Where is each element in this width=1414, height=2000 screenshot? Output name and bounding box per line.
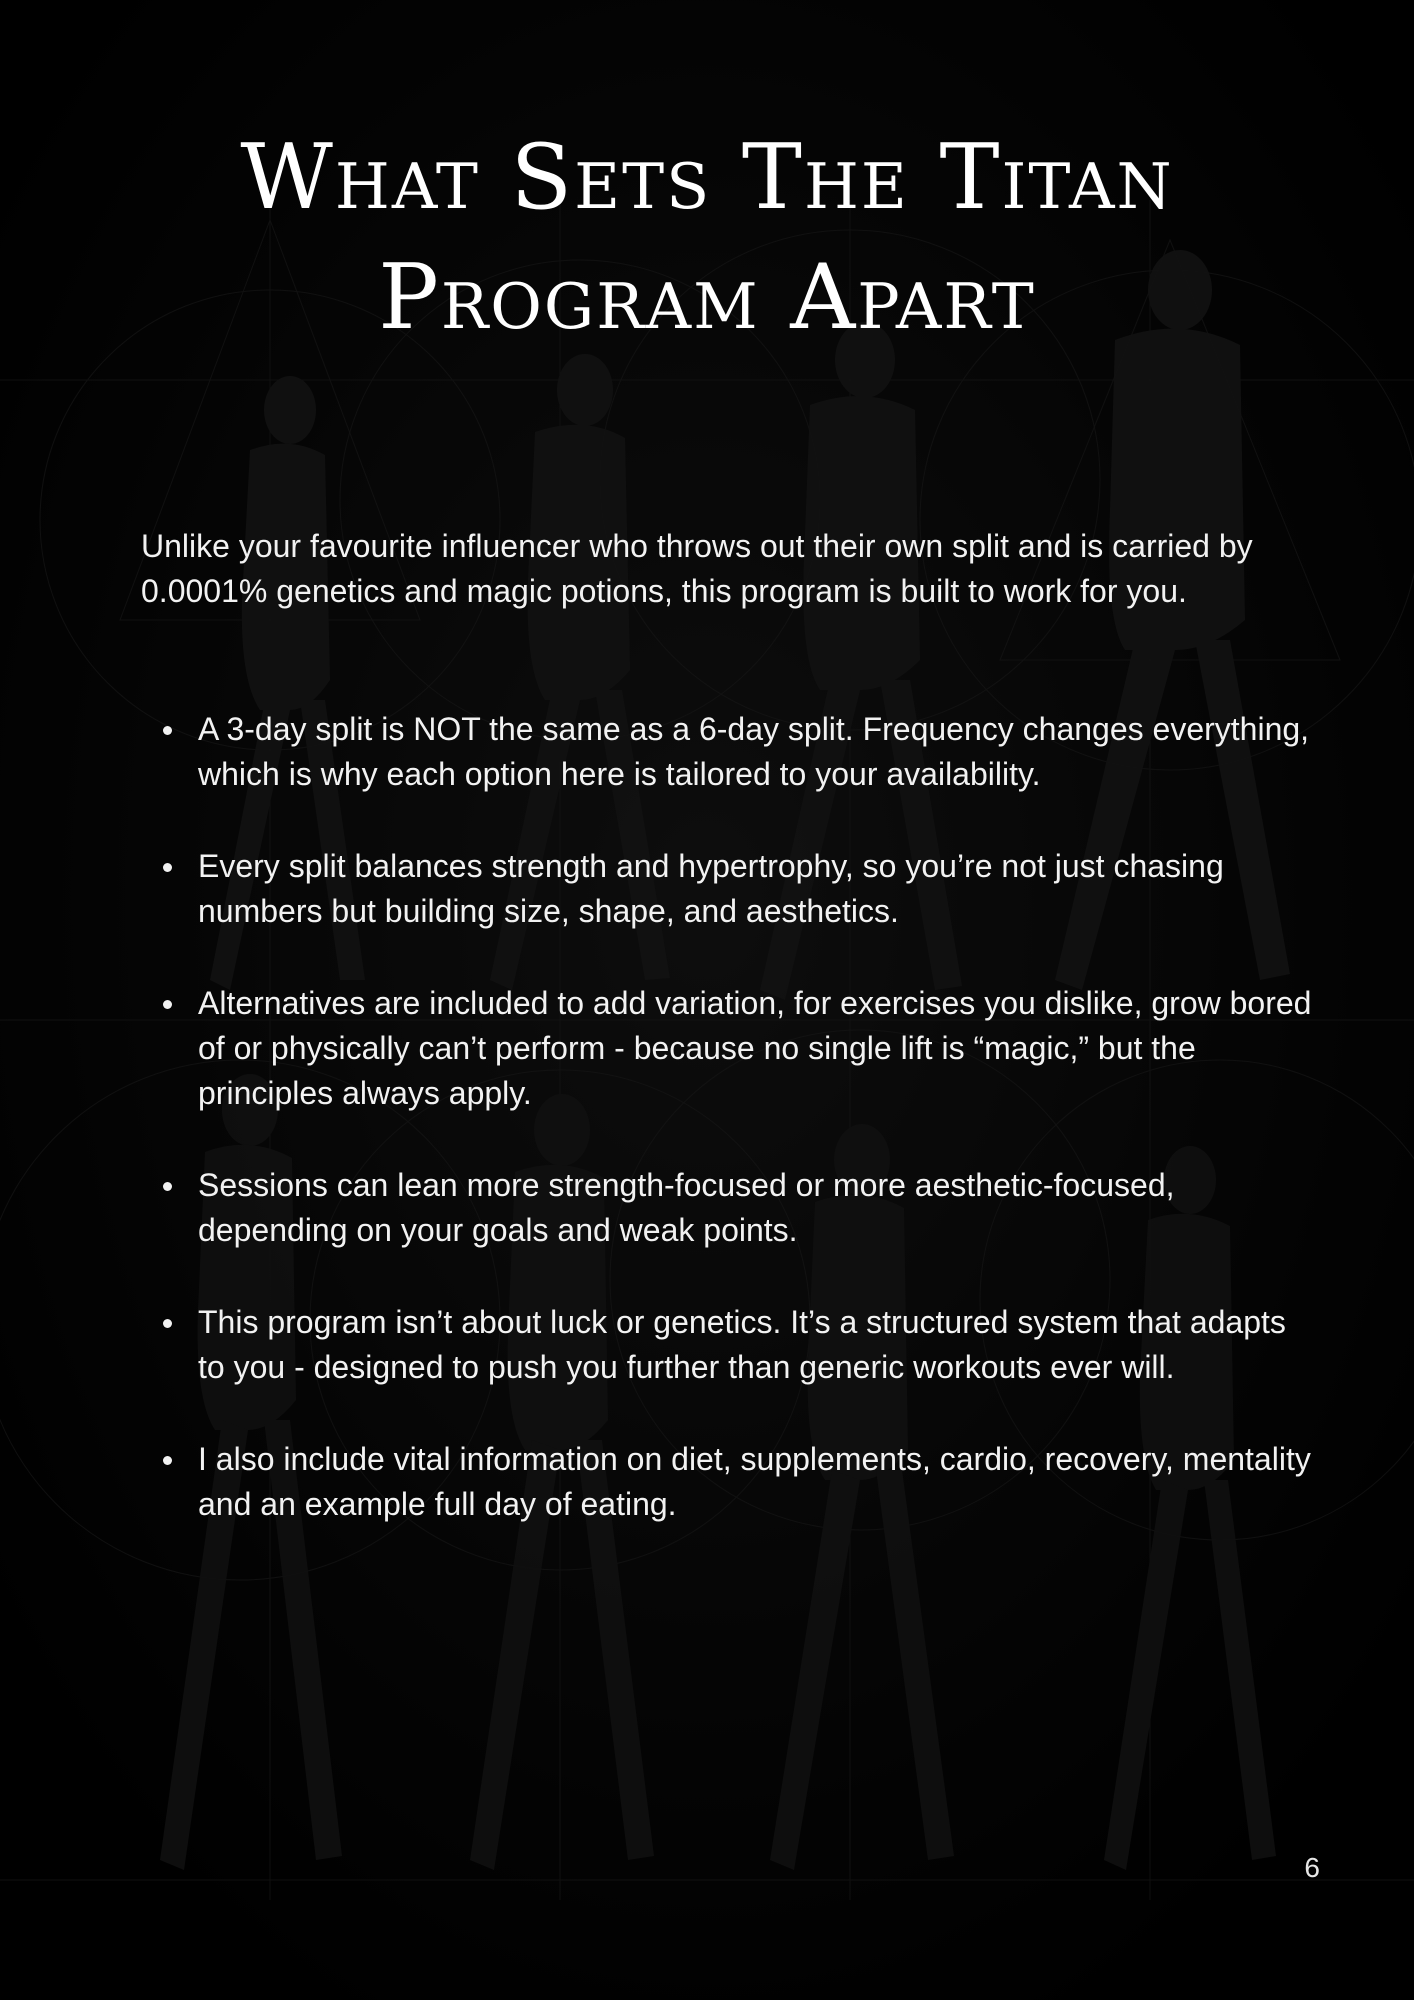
page-number: 6 [1304,1852,1320,1883]
bullet-icon [163,1319,172,1328]
list-item-text: Alternatives are included to add variation, for exercises you dislike, grow bored of or physically can’t perform - because no single lift is “magic,” but the principles always apply. [198,985,1312,1111]
list-item [141,1300,1321,1390]
bullet-icon [163,1182,172,1191]
list-item [141,981,1321,1116]
page-title [0,118,1414,358]
list-item-text: Every split balances strength and hypertrophy, so you’re not just chasing numbers but building size, shape, and aesthetics. [198,848,1224,929]
bullet-icon [163,726,172,735]
list-item-text: Sessions can lean more strength-focused or more aesthetic-focused, depending on your goals and weak points. [198,1167,1175,1248]
list-item [141,1437,1321,1527]
bullet-icon [163,1456,172,1465]
title-line-1: What Sets The Titan [240,125,1174,230]
list-item [141,1163,1321,1253]
intro-paragraph: Unlike your favourite influencer who throws out their own split and is carried by 0.0001% genetics and magic potions, this program is built to work for you. [141,528,1253,609]
list-item [141,844,1321,934]
list-item [141,707,1321,797]
bullet-icon [163,1000,172,1009]
list-item-text: I also include vital information on diet, supplements, cardio, recovery, mentality and an example full day of eating. [198,1441,1311,1522]
title-line-2: Program Apart [378,245,1036,350]
feature-list [141,707,1321,1574]
bullet-icon [163,863,172,872]
list-item-text: This program isn’t about luck or genetics. It’s a structured system that adapts to you - designed to push you further than generic workouts ever will. [198,1304,1286,1385]
list-item-text: A 3-day split is NOT the same as a 6-day split. Frequency changes everything, which is why each option here is tailored to your availability. [198,711,1310,792]
